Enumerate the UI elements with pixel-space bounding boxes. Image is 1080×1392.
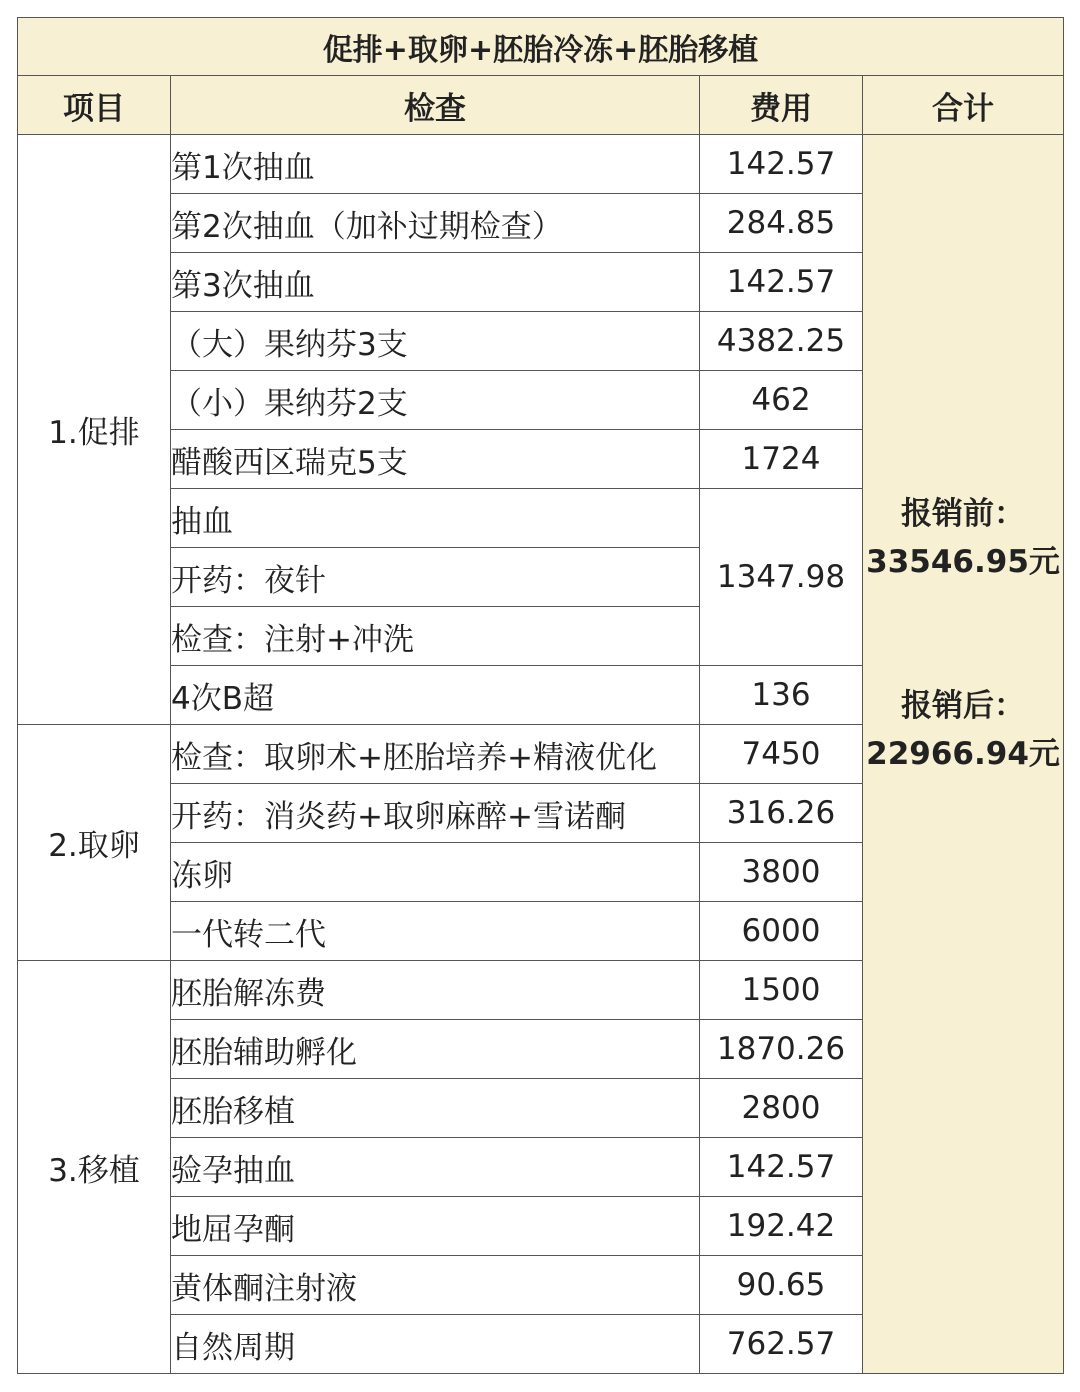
row-fee-merged: 1347.98 — [700, 489, 863, 666]
row-item: 第1次抽血 — [171, 135, 700, 194]
header-project: 项目 — [18, 76, 171, 135]
total-before-label: 报销前： — [901, 496, 1026, 532]
row-item: 检查：注射+冲洗 — [171, 607, 700, 666]
row-item: 地屈孕酮 — [171, 1197, 700, 1256]
row-item: 醋酸西区瑞克5支 — [171, 430, 700, 489]
section-name-retrieval: 2.取卵 — [18, 725, 171, 961]
row-item: 开药：消炎药+取卵麻醉+雪诺酮 — [171, 784, 700, 843]
row-item: 验孕抽血 — [171, 1138, 700, 1197]
row-fee: 462 — [700, 371, 863, 430]
section-name-stimulation: 1.促排 — [18, 135, 171, 725]
row-fee: 2800 — [700, 1079, 863, 1138]
cost-table — [17, 17, 1064, 1374]
row-fee: 4382.25 — [700, 312, 863, 371]
row-fee: 142.57 — [700, 1138, 863, 1197]
section-name-transfer: 3.移植 — [18, 961, 171, 1374]
row-item: （大）果纳芬3支 — [171, 312, 700, 371]
row-item: 胚胎移植 — [171, 1079, 700, 1138]
row-fee: 142.57 — [700, 253, 863, 312]
row-fee: 284.85 — [700, 194, 863, 253]
row-item: 抽血 — [171, 489, 700, 548]
header-total: 合计 — [863, 76, 1064, 135]
row-item: 一代转二代 — [171, 902, 700, 961]
row-fee: 136 — [700, 666, 863, 725]
total-cell — [863, 135, 1064, 1374]
row-item: 开药：夜针 — [171, 548, 700, 607]
row-fee: 1870.26 — [700, 1020, 863, 1079]
header-check: 检查 — [171, 76, 700, 135]
row-item: （小）果纳芬2支 — [171, 371, 700, 430]
table-row — [18, 135, 1064, 194]
row-fee: 762.57 — [700, 1315, 863, 1374]
row-item: 第3次抽血 — [171, 253, 700, 312]
total-before-amount: 33546.95元 — [866, 544, 1060, 580]
row-fee: 192.42 — [700, 1197, 863, 1256]
row-fee: 1724 — [700, 430, 863, 489]
header-fee: 费用 — [700, 76, 863, 135]
row-fee: 90.65 — [700, 1256, 863, 1315]
row-fee: 7450 — [700, 725, 863, 784]
row-fee: 316.26 — [700, 784, 863, 843]
row-fee: 1500 — [700, 961, 863, 1020]
total-after-label: 报销后： — [901, 688, 1026, 724]
row-item: 第2次抽血（加补过期检查） — [171, 194, 700, 253]
title-row — [18, 18, 1064, 76]
table-title: 促排+取卵+胚胎冷冻+胚胎移植 — [18, 18, 1064, 76]
row-item: 黄体酮注射液 — [171, 1256, 700, 1315]
total-after-amount: 22966.94元 — [866, 736, 1060, 772]
header-row — [18, 76, 1064, 135]
row-item: 冻卵 — [171, 843, 700, 902]
row-fee: 6000 — [700, 902, 863, 961]
row-item: 自然周期 — [171, 1315, 700, 1374]
row-item: 4次B超 — [171, 666, 700, 725]
row-fee: 142.57 — [700, 135, 863, 194]
row-fee: 3800 — [700, 843, 863, 902]
row-item: 胚胎解冻费 — [171, 961, 700, 1020]
row-item: 胚胎辅助孵化 — [171, 1020, 700, 1079]
row-item: 检查：取卵术+胚胎培养+精液优化 — [171, 725, 700, 784]
